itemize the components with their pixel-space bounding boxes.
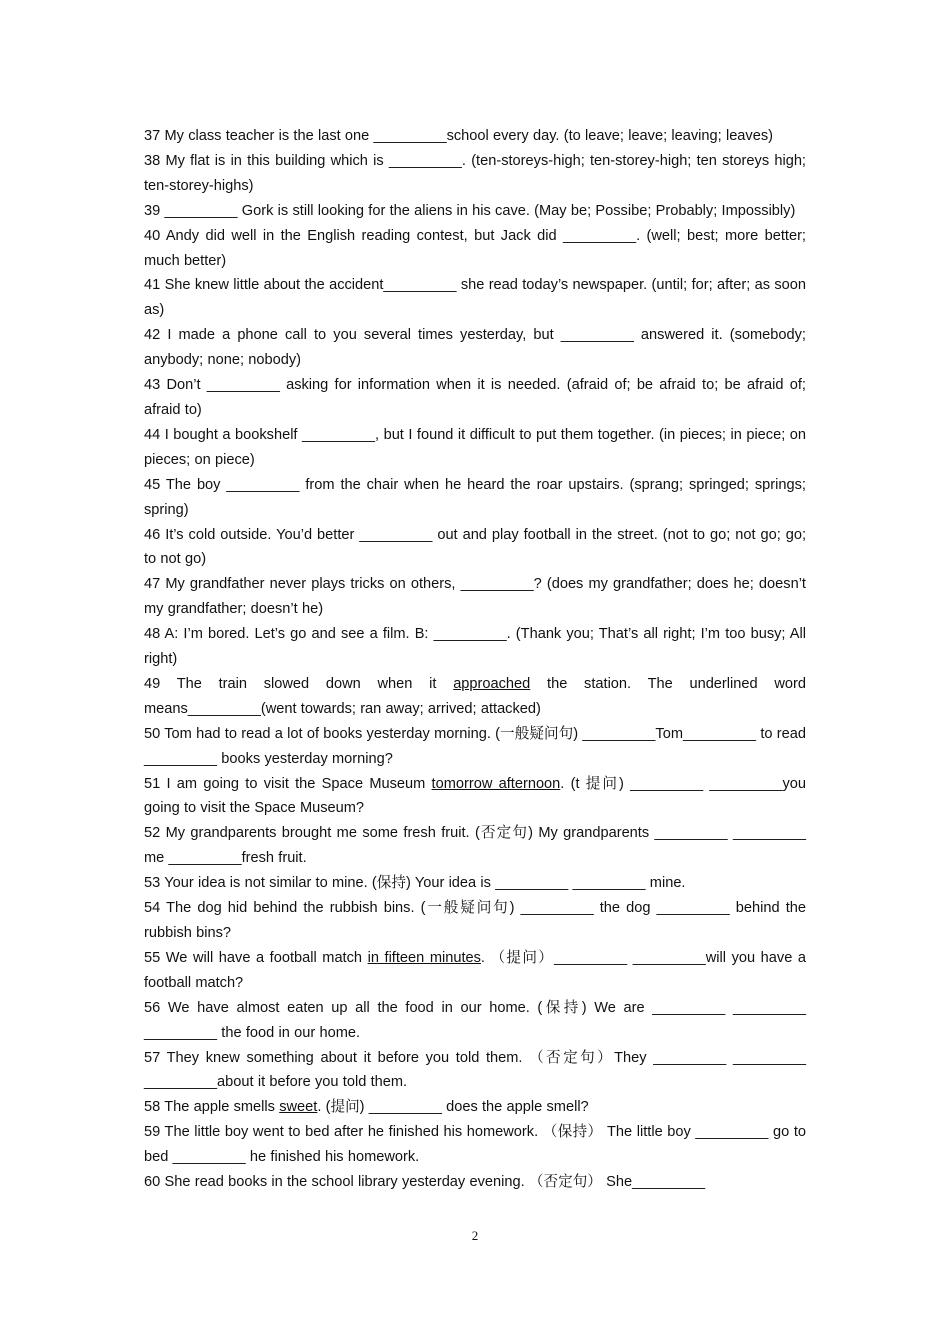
question-item [144,722,806,772]
question-item [144,1046,806,1096]
question-item [144,871,806,896]
question-text: 40 Andy did well in the English reading contest, but Jack did _________. (well; best; more better; much better) [144,227,806,269]
question-item [144,896,806,946]
question-text: . (提问) _________ does the apple smell? [317,1099,589,1116]
question-text: 58 The apple smells [144,1099,280,1116]
question-text: 49 The train slowed down when it [144,675,454,692]
question-text: 42 I made a phone call to you several times yesterday, but _________ answered it. (somebody; anybody; none; nobody) [144,327,806,369]
question-item [144,996,806,1046]
question-item [144,199,806,224]
question-item [144,523,806,573]
question-item [144,149,806,199]
question-text: 52 My grandparents brought me some fresh fruit. (否定句) My grandparents _________ _________ me _________fresh fruit. [144,825,806,867]
question-item [144,1095,806,1120]
question-item [144,124,806,149]
question-text: 57 They knew something about it before you told them. （否定句）They _________ _________ _________about it before you told them. [144,1049,806,1091]
question-text: 44 I bought a bookshelf _________, but I found it difficult to put them together. (in pieces; in piece; on pieces; on piece) [144,426,806,468]
question-text: 46 It’s cold outside. You’d better _________ out and play football in the street. (not to go; not go; go; to not go) [144,526,806,568]
question-text: . (t 提问) _________ _________you going to visit the Space Museum? [144,775,806,817]
question-item [144,273,806,323]
question-text: . （提问）_________ _________will you have a football match? [144,949,806,991]
question-text: 51 I am going to visit the Space Museum [144,775,432,792]
question-text: 50 Tom had to read a lot of books yesterday morning. (一般疑问句) _________Tom_________ to read _________ books yesterday morning? [144,725,806,767]
question-item [144,1170,806,1195]
question-text: 48 A: I’m bored. Let’s go and see a film. B: _________. (Thank you; That’s all right; I’m too busy; All right) [144,626,806,668]
question-item [144,572,806,622]
question-item [144,946,806,996]
question-text: 53 Your idea is not similar to mine. (保持) Your idea is _________ _________ mine. [144,875,686,892]
question-item [144,423,806,473]
question-text: 37 My class teacher is the last one _________school every day. (to leave; leave; leaving; leaves) [144,128,773,144]
underlined-word: tomorrow afternoon [431,775,561,792]
question-text: 38 My flat is in this building which is _________. (ten-storeys-high; ten-storey-high; ten storeys high; ten-storey-highs) [144,152,806,194]
underlined-word: sweet [279,1099,318,1116]
question-text: 56 We have almost eaten up all the food in our home. (保持) We are _________ _________ _________ the food in our home. [144,999,806,1041]
underlined-word: in fifteen minutes [367,949,481,966]
question-item [144,622,806,672]
question-item [144,772,806,822]
question-text: 45 The boy _________ from the chair when he heard the roar upstairs. (sprang; springed; springs; spring) [144,476,806,518]
question-item [144,1120,806,1170]
question-item [144,373,806,423]
question-text: 41 She knew little about the accident_________ she read today’s newspaper. (until; for; after; as soon as) [144,277,806,319]
question-text: 43 Don’t _________ asking for information when it is needed. (afraid of; be afraid to; be afraid of; afraid to) [144,377,806,418]
page-number: 2 [471,1228,479,1243]
question-text: 54 The dog hid behind the rubbish bins. (一般疑问句) _________ the dog _________ behind the rubbish bins? [144,900,806,941]
question-text: 39 _________ Gork is still looking for the aliens in his cave. (May be; Possibe; Probably; Impossibly) [144,202,796,219]
question-text: 47 My grandfather never plays tricks on others, _________? (does my grandfather; does he; doesn’t my grandfather; doesn’t he) [144,576,806,618]
question-item [144,473,806,523]
question-text: 60 She read books in the school library yesterday evening. （否定句） She_________ [144,1174,706,1191]
question-item [144,821,806,871]
question-item [144,672,806,722]
question-item [144,224,806,274]
question-text: 55 We will have a football match [144,949,368,966]
question-item [144,323,806,373]
underlined-word: approached [453,675,531,692]
question-text: 59 The little boy went to bed after he finished his homework. （保持） The little boy _________ go to bed _________ he finished his homework. [144,1124,806,1166]
question-list [144,124,806,1195]
question-text: the station. The underlined word means_________(went towards; ran away; arrived; attacked) [144,675,806,717]
